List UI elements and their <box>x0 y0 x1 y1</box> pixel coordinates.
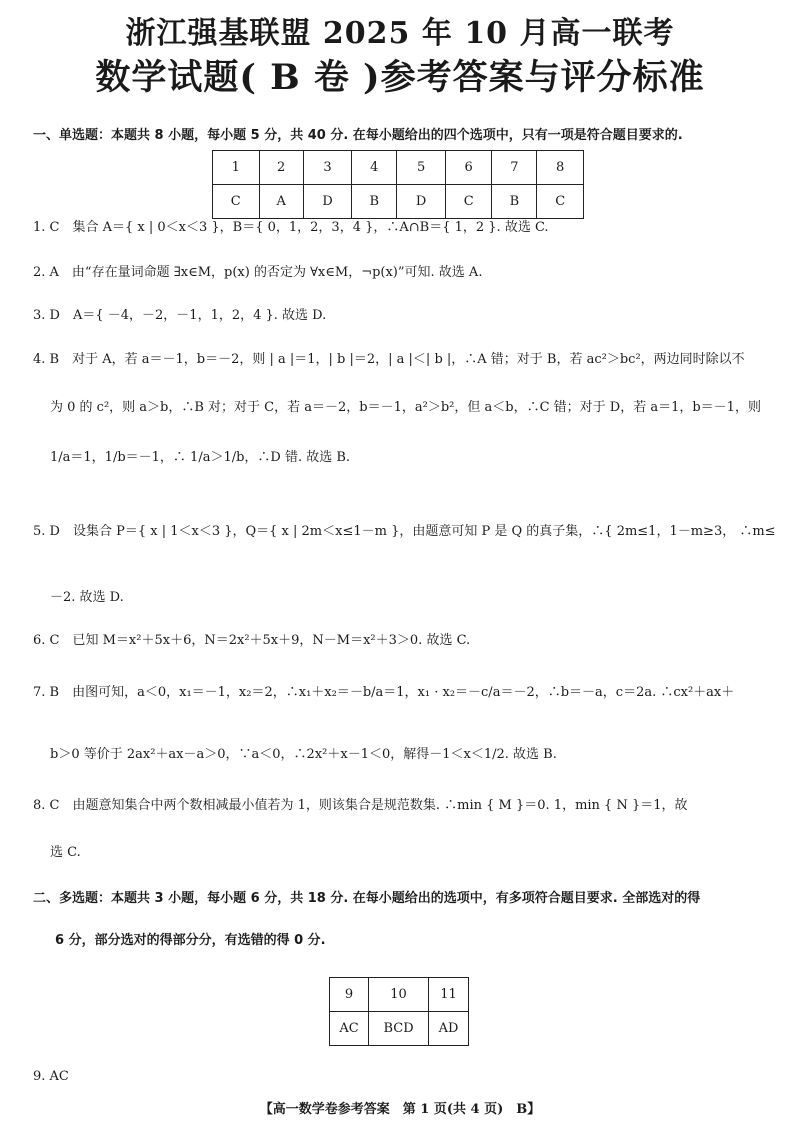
solution-2: 2. A 由“存在量词命题 ∃x∈M，p(x) 的否定为 ∀x∈M，¬p(x)”可知. 故选 A. <box>33 265 483 280</box>
solution-4-line-1: 4. B 对于 A，若 a＝－1，b＝－2，则 | a |＝1，| b |＝2，| a |＜| b |，∴A 错；对于 B，若 ac²＞bc²，两边同时除以不 <box>33 352 745 367</box>
table-cell: 11 <box>428 978 468 1012</box>
table-cell: 6 <box>445 151 492 185</box>
table-cell: B <box>352 185 397 219</box>
table-cell: 4 <box>352 151 397 185</box>
solution-6: 6. C 已知 M＝x²＋5x＋6，N＝2x²＋5x＋9，N－M＝x²＋3＞0. 故选 C. <box>33 633 471 648</box>
table-cell: 5 <box>397 151 446 185</box>
table-cell: AD <box>428 1012 468 1046</box>
answer-table-2 <box>329 977 469 1046</box>
table-cell: C <box>445 185 492 219</box>
exam-title: 浙江强基联盟 2025 年 10 月高一联考 <box>125 16 675 51</box>
section-2-heading-line-2: 6 分，部分选对的得部分分，有选错的得 0 分. <box>55 933 326 948</box>
table-cell: AC <box>330 1012 369 1046</box>
table-cell: 3 <box>303 151 352 185</box>
solution-7-line-2: b＞0 等价于 2ax²＋ax－a＞0，∵a＜0，∴2x²＋x－1＜0，解得－1＜x＜1/2. 故选 B. <box>50 747 557 762</box>
table-cell: 9 <box>330 978 369 1012</box>
table-cell: D <box>303 185 352 219</box>
table-row-numbers <box>213 151 584 185</box>
solution-5-line-1: 5. D 设集合 P＝{ x | 1＜x＜3 }，Q＝{ x | 2m＜x≤1－m }，由题意可知 P 是 Q 的真子集，∴{ 2m≤1，1－m≥3， ∴m≤ <box>33 524 776 539</box>
solution-5-line-2: －2. 故选 D. <box>50 590 124 605</box>
table-row-answers <box>330 1012 469 1046</box>
table-cell: 2 <box>259 151 303 185</box>
solution-9: 9. AC <box>33 1069 69 1084</box>
solution-4-line-3: 1/a＝1，1/b＝－1，∴ 1/a＞1/b，∴D 错. 故选 B. <box>50 450 351 465</box>
table-cell: A <box>259 185 303 219</box>
answer-key-title: 数学试题( B 卷 )参考答案与评分标准 <box>95 57 705 98</box>
solution-7-line-1: 7. B 由图可知，a＜0，x₁＝－1，x₂＝2，∴x₁＋x₂＝－b/a＝1，x₁ · x₂＝－c/a＝－2，∴b＝－a，c＝2a. ∴cx²＋ax＋ <box>33 685 735 700</box>
solution-1: 1. C 集合 A＝{ x | 0＜x＜3 }，B＝{ 0，1，2，3，4 }，∴A∩B＝{ 1，2 }. 故选 C. <box>33 220 549 235</box>
table-row-answers <box>213 185 584 219</box>
section-1-heading: 一、单选题：本题共 8 小题，每小题 5 分，共 40 分. 在每小题给出的四个选项中，只有一项是符合题目要求的. <box>33 128 683 143</box>
table-cell: 1 <box>213 151 260 185</box>
page-footer: 【高一数学卷参考答案 第 1 页(共 4 页) B】 <box>259 1102 541 1117</box>
table-cell: 10 <box>369 978 429 1012</box>
section-2-heading-line-1: 二、多选题：本题共 3 小题，每小题 6 分，共 18 分. 在每小题给出的选项中，有多项符合题目要求. 全部选对的得 <box>33 891 701 906</box>
table-cell: 7 <box>492 151 537 185</box>
table-cell: D <box>397 185 446 219</box>
table-cell: C <box>213 185 260 219</box>
solution-3: 3. D A＝{ －4，－2，－1，1，2，4 }. 故选 D. <box>33 308 327 323</box>
solution-4-line-2: 为 0 的 c²，则 a＞b，∴B 对；对于 C，若 a＝－2，b＝－1，a²＞b²，但 a＜b，∴C 错；对于 D，若 a＝1，b＝－1，则 <box>50 400 761 415</box>
table-cell: BCD <box>369 1012 429 1046</box>
table-cell: 8 <box>537 151 584 185</box>
table-cell: B <box>492 185 537 219</box>
solution-8-line-2: 选 C. <box>50 845 81 860</box>
table-cell: C <box>537 185 584 219</box>
solution-8-line-1: 8. C 由题意知集合中两个数相减最小值若为 1，则该集合是规范数集. ∴min { M }＝0. 1，min { N }＝1，故 <box>33 798 688 813</box>
answer-table-1 <box>212 150 584 219</box>
table-row-numbers <box>330 978 469 1012</box>
